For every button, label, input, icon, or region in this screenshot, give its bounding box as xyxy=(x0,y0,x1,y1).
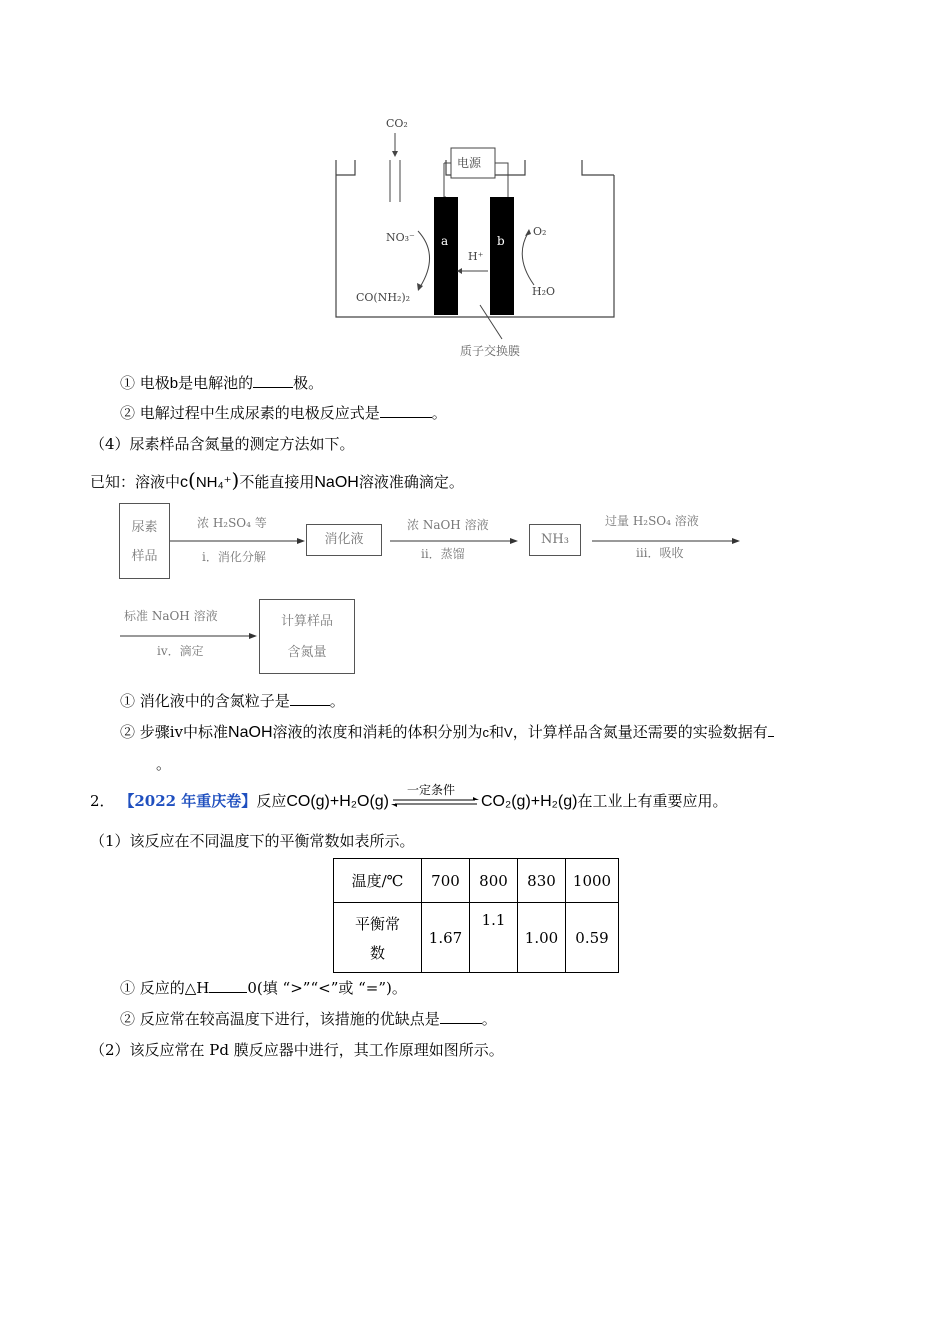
question2-stem: 2． 【2022 年重庆卷】反应CO(g)+H₂O(g) 一定条件 CO₂(g)+H₂(g)在工业上有重要应用。 xyxy=(90,783,728,810)
table-temp: 800 xyxy=(470,859,518,903)
flow-box-digest: 消化液 xyxy=(306,524,382,556)
table-temp: 1000 xyxy=(566,859,619,903)
q2-item-delta-h: ① 反应的△H 0(填 “>”“<”或 “=”)。 xyxy=(120,979,407,997)
table-k-value: 1.1 xyxy=(470,903,518,973)
flow-arrow1-reagent: 浓 H₂SO₄ 等 xyxy=(197,516,267,530)
table-header-temp: 温度/℃ xyxy=(334,859,422,903)
q1-item-electrode-reaction: ② 电解过程中生成尿素的电极反应式是 。 xyxy=(120,404,447,422)
answer-blank[interactable] xyxy=(290,691,330,706)
flow-arrow4-reagent: 标准 NaOH 溶液 xyxy=(124,609,218,623)
table-row-label: 平衡常 数 xyxy=(334,903,422,973)
flow-arrow2-step: ⅱ．蒸馏 xyxy=(421,547,465,561)
power-supply-label: 电源 xyxy=(457,156,482,170)
q2-item-pros-cons: ② 反应常在较高温度下进行，该措施的优缺点是 。 xyxy=(120,1010,497,1028)
part4-item-nitrogen-species: ① 消化液中的含氮粒子是 。 xyxy=(120,692,345,710)
co2-label: CO₂ xyxy=(386,117,408,130)
q1-item-electrode-b: ① 电极b是电解池的 极。 xyxy=(120,374,324,392)
table-temp: 830 xyxy=(518,859,566,903)
oxygen-label: O₂ xyxy=(533,225,547,238)
equilibrium-arrow: 一定条件 xyxy=(389,794,481,810)
flow-arrow2-reagent: 浓 NaOH 溶液 xyxy=(407,518,489,532)
flow-arrow3-step: ⅲ．吸收 xyxy=(636,546,684,560)
question2-sub2: （2）该反应常在 Pd 膜反应器中进行，其工作原理如图所示。 xyxy=(90,1041,504,1059)
water-label: H₂O xyxy=(532,285,556,298)
urea-label: CO(NH₂)₂ xyxy=(356,291,411,304)
answer-blank[interactable] xyxy=(768,722,774,737)
electrode-b-label: b xyxy=(497,234,505,248)
electrode-a-label: a xyxy=(441,234,449,248)
h-plus-label: H⁺ xyxy=(468,250,484,263)
part4-heading: （4）尿素样品含氮量的测定方法如下。 xyxy=(90,435,355,453)
flow-arrow1-step: ⅰ．消化分解 xyxy=(202,550,266,564)
table-k-value: 1.67 xyxy=(422,903,470,973)
membrane-label: 质子交换膜 xyxy=(460,344,521,358)
answer-blank[interactable] xyxy=(440,1009,482,1024)
part4-item-data-needed: ② 步骤ⅳ中标准NaOH溶液的浓度和消耗的体积分别为c和V，计算样品含氮量还需要的实验数据有 xyxy=(120,721,774,742)
flow-box-nh3: NH₃ xyxy=(529,524,581,556)
question2-source-tag: 【2022 年重庆卷】 xyxy=(119,792,257,810)
equilibrium-constant-table xyxy=(333,858,619,973)
part4-item-data-needed-end: 。 xyxy=(156,755,172,773)
question2-sub1: （1）该反应在不同温度下的平衡常数如表所示。 xyxy=(90,832,415,850)
flow-arrow3-reagent: 过量 H₂SO₄ 溶液 xyxy=(605,514,699,528)
flow-box-urea-sample: 尿素 样品 xyxy=(119,503,170,579)
flow-box-calc: 计算样品 含氮量 xyxy=(259,599,355,674)
nitrate-label: NO₃⁻ xyxy=(386,231,415,244)
table-k-value: 1.00 xyxy=(518,903,566,973)
table-temp: 700 xyxy=(422,859,470,903)
flow-arrow4-step: ⅳ．滴定 xyxy=(157,644,204,658)
table-k-value: 0.59 xyxy=(566,903,619,973)
answer-blank[interactable] xyxy=(209,978,247,993)
part4-known: 已知：溶液中c(NH₄⁺)不能直接用NaOH溶液准确滴定。 xyxy=(90,468,464,492)
